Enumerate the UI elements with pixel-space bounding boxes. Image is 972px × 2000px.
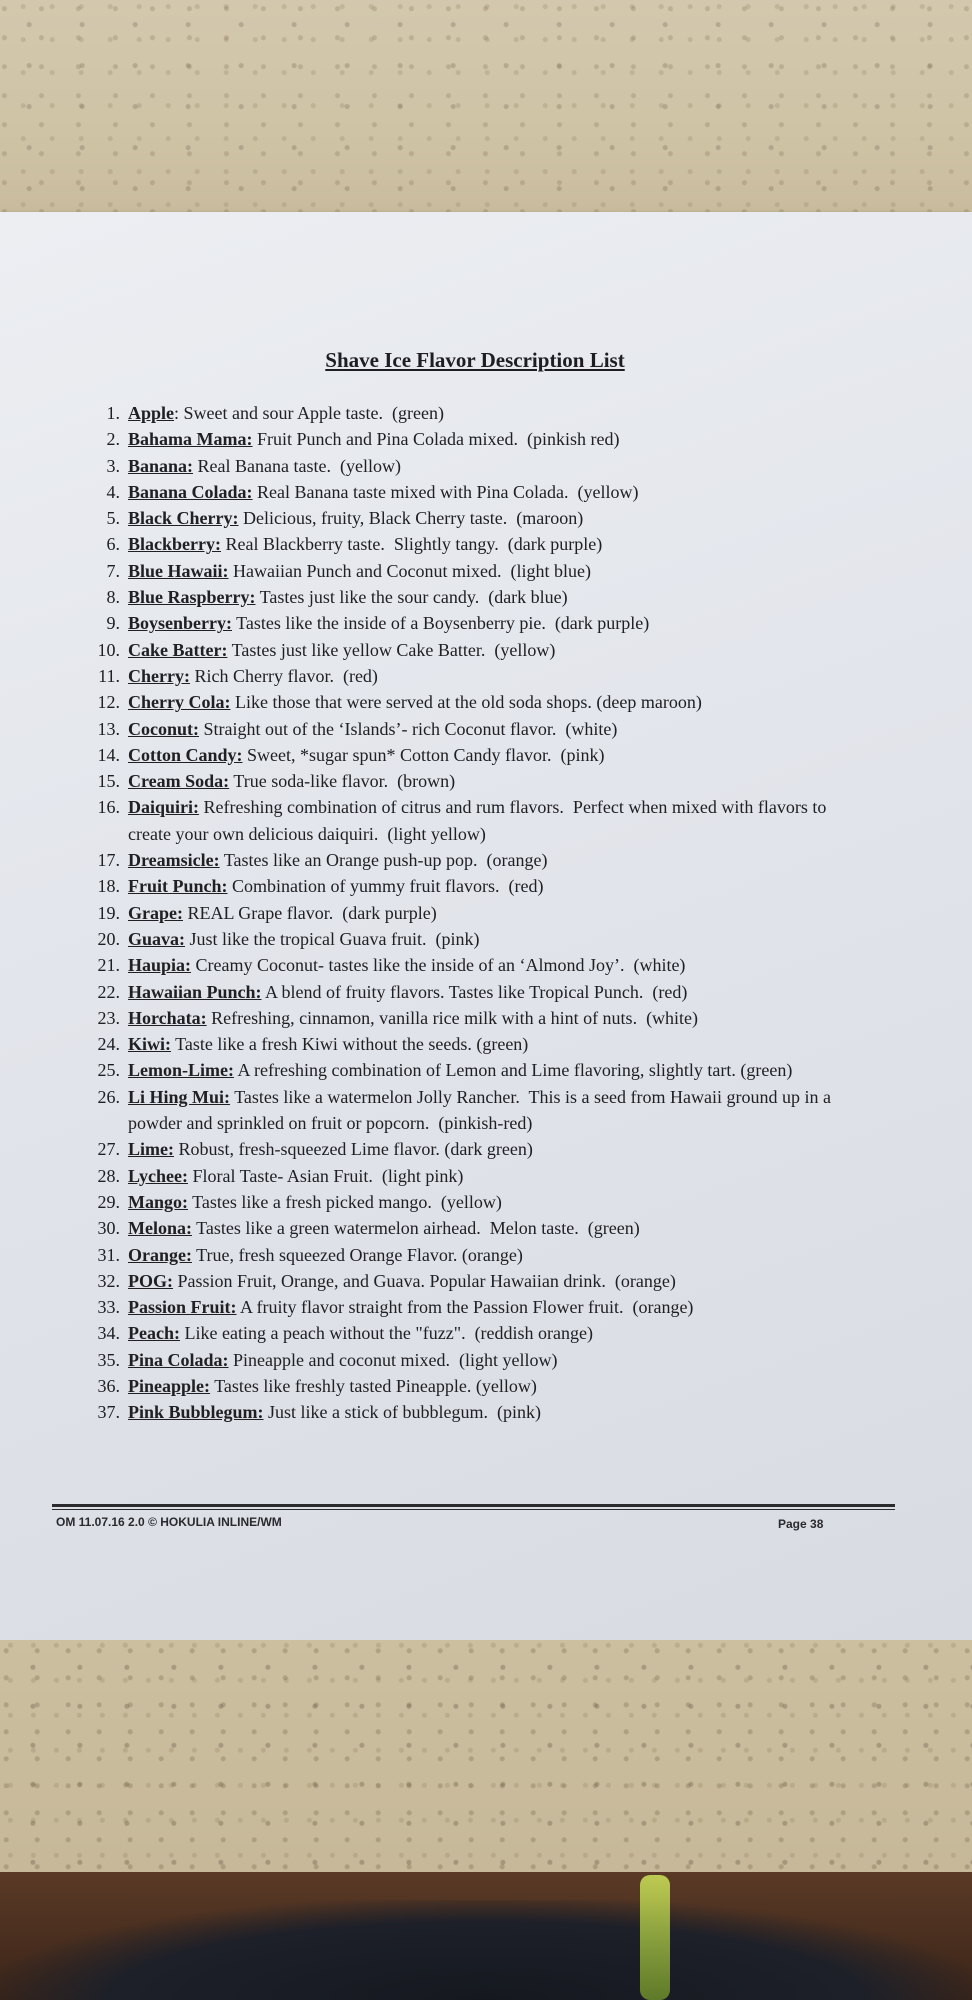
flavor-name: Mango: <box>128 1191 188 1212</box>
flavor-item <box>70 558 870 584</box>
flavor-number: 15. <box>97 771 120 792</box>
flavor-entry <box>128 742 870 768</box>
flavor-entry <box>128 1347 870 1373</box>
flavor-entry <box>128 900 870 926</box>
flavor-number: 13. <box>97 718 120 739</box>
flavor-description: Taste like a fresh Kiwi without the seeds. (green) <box>171 1034 529 1055</box>
flavor-entry <box>128 716 870 742</box>
flavor-entry <box>128 400 870 426</box>
flavor-name: Pineapple: <box>128 1375 211 1396</box>
flavor-item <box>70 1005 870 1031</box>
flavor-description: Sweet, *sugar spun* Cotton Candy flavor. (pink) <box>242 744 605 765</box>
flavor-entry <box>128 1084 870 1137</box>
flavor-description: Creamy Coconut- tastes like the inside of an ‘Almond Joy’. (white) <box>191 955 686 976</box>
flavor-number: 27. <box>97 1139 120 1160</box>
flavor-item <box>70 426 870 452</box>
flavor-number: 32. <box>97 1270 120 1291</box>
flavor-description: Just like the tropical Guava fruit. (pink) <box>185 928 480 949</box>
flavor-number: 9. <box>106 613 120 634</box>
flavor-separator: : <box>174 403 180 423</box>
flavor-number: 28. <box>97 1165 120 1186</box>
flavor-number: 29. <box>97 1191 120 1212</box>
flavor-description: Tastes just like the sour candy. (dark blue) <box>255 587 568 608</box>
flavor-number: 12. <box>97 692 120 713</box>
flavor-item <box>70 1163 870 1189</box>
flavor-number: 22. <box>97 981 120 1002</box>
flavor-item <box>70 689 870 715</box>
flavor-number: 31. <box>97 1244 120 1265</box>
flavor-item <box>70 952 870 978</box>
flavor-name: Lime: <box>128 1139 174 1160</box>
flavor-number: 19. <box>97 902 120 923</box>
countertop-background <box>0 0 972 222</box>
flavor-name: Grape: <box>128 902 183 923</box>
flavor-entry <box>128 531 870 557</box>
flavor-name: Blackberry: <box>128 534 221 555</box>
flavor-entry <box>128 479 870 505</box>
document-title: Shave Ice Flavor Description List <box>325 348 625 372</box>
document-page <box>0 212 972 1640</box>
flavor-entry <box>128 505 870 531</box>
flavor-name: Blue Raspberry: <box>128 587 256 608</box>
flavor-item <box>70 479 870 505</box>
shoe-lace-accent <box>640 1875 670 2000</box>
flavor-number: 3. <box>106 455 120 476</box>
flavor-number: 10. <box>97 639 120 660</box>
flavor-description: Delicious, fruity, Black Cherry taste. (maroon) <box>238 508 584 529</box>
flavor-name: Bahama Mama: <box>128 429 253 450</box>
flavor-name: Horchata: <box>128 1007 207 1028</box>
flavor-number: 20. <box>97 928 120 949</box>
flavor-description: Like those that were served at the old soda shops. (deep maroon) <box>230 692 702 713</box>
flavor-number: 36. <box>97 1375 120 1396</box>
flavor-list <box>70 400 870 1426</box>
flavor-description: Tastes just like yellow Cake Batter. (yellow) <box>227 639 556 660</box>
flavor-item <box>70 1136 870 1162</box>
flavor-item <box>70 1268 870 1294</box>
flavor-item <box>70 1399 870 1425</box>
flavor-name: Hawaiian Punch: <box>128 981 262 1002</box>
flavor-description: Like eating a peach without the "fuzz". (reddish orange) <box>179 1323 594 1344</box>
flavor-name: Boysenberry: <box>128 613 232 634</box>
flavor-description: Tastes like a fresh picked mango. (yellow) <box>188 1191 502 1212</box>
flavor-name: Daiquiri: <box>128 797 200 818</box>
flavor-number: 1. <box>106 403 120 423</box>
flavor-item <box>70 1189 870 1215</box>
flavor-entry <box>128 663 870 689</box>
flavor-number: 34. <box>97 1323 120 1344</box>
flavor-number: 23. <box>97 1007 120 1028</box>
flavor-number: 37. <box>97 1402 120 1423</box>
footer-page-number: Page 38 <box>778 1517 824 1531</box>
flavor-item <box>70 979 870 1005</box>
flavor-item <box>70 768 870 794</box>
footer-rule-thick <box>52 1504 895 1507</box>
flavor-name: Haupia: <box>128 955 192 976</box>
flavor-item <box>70 637 870 663</box>
flavor-number: 2. <box>106 429 120 450</box>
flavor-name: Lemon-Lime: <box>128 1060 234 1081</box>
flavor-description: Fruit Punch and Pina Colada mixed. (pinkish red) <box>252 429 620 450</box>
flavor-entry <box>128 1057 870 1083</box>
flavor-name: Banana: <box>128 455 194 476</box>
flavor-description: Passion Fruit, Orange, and Guava. Popular Hawaiian drink. (orange) <box>173 1270 676 1291</box>
flavor-item <box>70 505 870 531</box>
flavor-entry <box>128 558 870 584</box>
flavor-item <box>70 1294 870 1320</box>
flavor-name: Li Hing Mui: <box>128 1086 231 1107</box>
flavor-item <box>70 873 870 899</box>
flavor-name: Cherry: <box>128 665 190 686</box>
flavor-number: 16. <box>97 797 120 818</box>
flavor-description: A fruity flavor straight from the Passion Flower fruit. (orange) <box>236 1297 694 1318</box>
flavor-entry <box>128 1215 870 1241</box>
flavor-description: Tastes like a watermelon Jolly Rancher. This is a seed from Hawaii ground up in a powder and sprinkled on fruit or popcorn. (pinkish-red) <box>128 1086 836 1134</box>
flavor-item <box>70 1031 870 1057</box>
flavor-entry <box>128 637 870 663</box>
flavor-name: Cake Batter: <box>128 639 228 660</box>
flavor-item <box>70 742 870 768</box>
flavor-name: Kiwi: <box>128 1034 171 1055</box>
flavor-number: 25. <box>97 1060 120 1081</box>
flavor-description: Real Blackberry taste. Slightly tangy. (dark purple) <box>220 534 603 555</box>
flavor-number: 26. <box>97 1086 120 1107</box>
flavor-name: Cream Soda: <box>128 771 230 792</box>
flavor-description: Straight out of the ‘Islands’- rich Coconut flavor. (white) <box>199 718 618 739</box>
flavor-number: 11. <box>98 665 120 686</box>
flavor-entry <box>128 926 870 952</box>
flavor-name: Pink Bubblegum: <box>128 1402 264 1423</box>
flavor-description: Rich Cherry flavor. (red) <box>189 665 378 686</box>
flavor-name: Passion Fruit: <box>128 1297 237 1318</box>
flavor-number: 17. <box>97 850 120 871</box>
flavor-number: 14. <box>97 744 120 765</box>
flavor-number: 24. <box>97 1034 120 1055</box>
flavor-description: True, fresh squeezed Orange Flavor. (orange) <box>191 1244 523 1265</box>
flavor-name: Banana Colada: <box>128 481 253 502</box>
flavor-description: Robust, fresh-squeezed Lime flavor. (dark green) <box>173 1139 533 1160</box>
flavor-description: Tastes like an Orange push-up pop. (orange) <box>219 850 548 871</box>
flavor-entry <box>128 847 870 873</box>
flavor-description: Refreshing, cinnamon, vanilla rice milk with a hint of nuts. (white) <box>206 1007 699 1028</box>
flavor-entry <box>128 1373 870 1399</box>
flavor-number: 30. <box>97 1218 120 1239</box>
flavor-entry <box>128 453 870 479</box>
flavor-entry <box>128 1031 870 1057</box>
flavor-entry <box>128 1242 870 1268</box>
flavor-item <box>70 1242 870 1268</box>
flavor-description: Just like a stick of bubblegum. (pink) <box>263 1402 542 1423</box>
flavor-number: 8. <box>106 587 120 608</box>
flavor-description: Tastes like freshly tasted Pineapple. (yellow) <box>210 1375 537 1396</box>
flavor-name: Apple <box>128 403 175 423</box>
flavor-description: Tastes like the inside of a Boysenberry pie. (dark purple) <box>231 613 650 634</box>
flavor-description: Combination of yummy fruit flavors. (red) <box>227 876 544 897</box>
flavor-entry <box>128 1268 870 1294</box>
countertop-lower <box>0 1640 972 1872</box>
flavor-entry <box>128 584 870 610</box>
flavor-item <box>70 1215 870 1241</box>
flavor-entry <box>128 1005 870 1031</box>
flavor-description: Hawaiian Punch and Coconut mixed. (light blue) <box>228 560 591 581</box>
flavor-name: Coconut: <box>128 718 199 739</box>
flavor-description: Real Banana taste. (yellow) <box>193 455 401 476</box>
flavor-description: Pineapple and coconut mixed. (light yellow) <box>228 1349 558 1370</box>
footer-rule-thin <box>52 1509 895 1510</box>
flavor-description: REAL Grape flavor. (dark purple) <box>182 902 437 923</box>
flavor-item <box>70 900 870 926</box>
flavor-item <box>70 1373 870 1399</box>
flavor-name: Cotton Candy: <box>128 744 243 765</box>
flavor-description: A refreshing combination of Lemon and Lime flavoring, slightly tart. (green) <box>233 1060 793 1081</box>
flavor-name: Dreamsicle: <box>128 850 220 871</box>
flavor-number: 33. <box>97 1297 120 1318</box>
flavor-item <box>70 1320 870 1346</box>
flavor-number: 6. <box>106 534 120 555</box>
flavor-description: Refreshing combination of citrus and rum flavors. Perfect when mixed with flavors to create your own delicious daiquiri. (light yellow) <box>128 797 831 844</box>
flavor-entry <box>128 952 870 978</box>
shoe <box>0 1900 972 2000</box>
flavor-number: 21. <box>97 955 120 976</box>
flavor-item <box>70 531 870 557</box>
flavor-entry <box>128 1136 870 1162</box>
flavor-entry <box>128 873 870 899</box>
flavor-name: Pina Colada: <box>128 1349 229 1370</box>
flavor-number: 4. <box>106 481 120 502</box>
flavor-name: Lychee: <box>128 1165 188 1186</box>
flavor-name: Melona: <box>128 1218 192 1239</box>
flavor-number: 5. <box>106 508 120 529</box>
flavor-item <box>70 716 870 742</box>
flavor-description: Sweet and sour Apple taste. (green) <box>179 403 444 423</box>
flavor-name: Blue Hawaii: <box>128 560 229 581</box>
footer-revision: OM 11.07.16 2.0 © HOKULIA INLINE/WM <box>56 1515 282 1529</box>
flavor-item <box>70 847 870 873</box>
flavor-entry <box>128 1320 870 1346</box>
flavor-item <box>70 1084 870 1137</box>
flavor-number: 18. <box>97 876 120 897</box>
flavor-name: Black Cherry: <box>128 508 239 529</box>
flavor-entry <box>128 1399 870 1425</box>
flavor-item <box>70 400 870 426</box>
flavor-item <box>70 794 870 847</box>
flavor-name: Orange: <box>128 1244 192 1265</box>
flavor-entry <box>128 610 870 636</box>
flavor-description: Tastes like a green watermelon airhead. Melon taste. (green) <box>191 1218 640 1239</box>
flavor-entry <box>128 1294 870 1320</box>
flavor-name: Guava: <box>128 928 186 949</box>
flavor-item <box>70 453 870 479</box>
flavor-name: Peach: <box>128 1323 180 1344</box>
flavor-description: Real Banana taste mixed with Pina Colada. (yellow) <box>252 481 639 502</box>
flavor-name: Fruit Punch: <box>128 876 228 897</box>
flavor-item <box>70 584 870 610</box>
flavor-entry <box>128 979 870 1005</box>
flavor-item <box>70 1347 870 1373</box>
flavor-description: Floral Taste- Asian Fruit. (light pink) <box>188 1165 464 1186</box>
flavor-name: Cherry Cola: <box>128 692 231 713</box>
flavor-item <box>70 610 870 636</box>
flavor-entry <box>128 426 870 452</box>
flavor-number: 7. <box>106 560 120 581</box>
flavor-description: True soda-like flavor. (brown) <box>229 771 456 792</box>
flavor-item <box>70 663 870 689</box>
flavor-entry <box>128 1189 870 1215</box>
flavor-item <box>70 926 870 952</box>
flavor-entry <box>128 768 870 794</box>
flavor-entry <box>128 1163 870 1189</box>
flavor-item <box>70 1057 870 1083</box>
flavor-entry <box>128 689 870 715</box>
flavor-name: POG: <box>128 1270 173 1291</box>
flavor-number: 35. <box>97 1349 120 1370</box>
flavor-entry <box>128 794 870 847</box>
flavor-description: A blend of fruity flavors. Tastes like Tropical Punch. (red) <box>261 981 688 1002</box>
